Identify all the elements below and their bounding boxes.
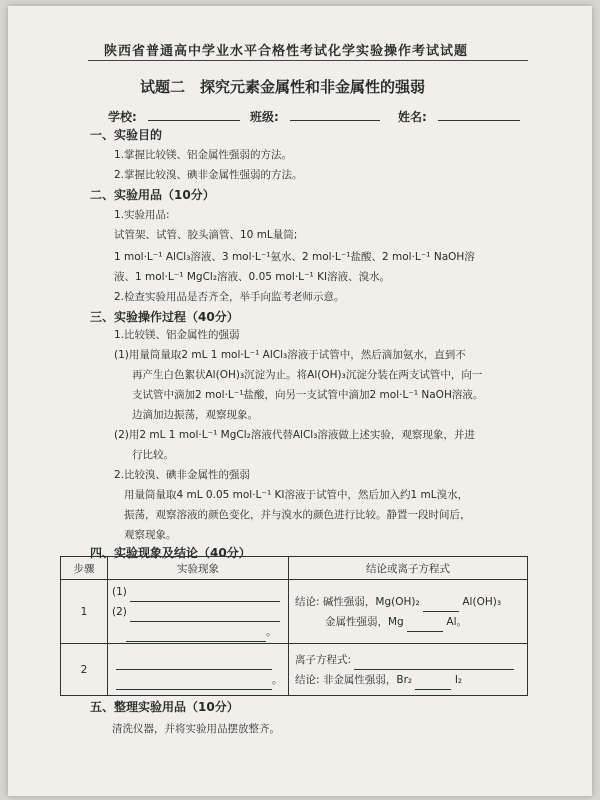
metallicity-text: 金属性强弱，Mg bbox=[325, 615, 404, 628]
obs-row2-blank-2[interactable] bbox=[116, 678, 272, 690]
section-3-line: (1)用量筒量取2 mL 1 mol·L⁻¹ AlCl₃溶液于试管中，然后滴加氨水，直到不 bbox=[114, 349, 466, 361]
basicity-text: 碱性强弱，Mg(OH)₂ bbox=[322, 595, 420, 608]
nonmetallicity-blank[interactable] bbox=[415, 678, 451, 690]
metallicity-blank[interactable] bbox=[407, 620, 443, 632]
section-5-text: 清洗仪器，并将实验用品摆放整齐。 bbox=[112, 723, 280, 735]
table-header-row bbox=[61, 557, 528, 580]
section-3-line: 边滴加边振荡，观察现象。 bbox=[132, 409, 258, 421]
section-3-line: 用量筒量取4 mL 0.05 mol·L⁻¹ KI溶液于试管中，然后加入约1 mL溴水， bbox=[124, 489, 469, 501]
nonmetallicity-text: 非金属性强弱，Br₂ bbox=[322, 673, 413, 686]
step-cell: 1 bbox=[61, 580, 108, 644]
exam-header: 陕西省普通高中学业水平合格性考试化学实验操作考试试题 bbox=[104, 44, 469, 59]
section-2-item: 试管架、试管、胶头滴管、10 mL量筒; bbox=[114, 229, 298, 241]
ion-equation-label: 离子方程式: bbox=[295, 653, 352, 666]
header-observation: 实验现象 bbox=[108, 557, 289, 580]
section-2-item: 2.检查实验用品是否齐全，举手向监考老师示意。 bbox=[114, 291, 345, 303]
section-3-subheading: 1.比较镁、铝金属性的强弱 bbox=[114, 329, 240, 341]
header-conclusion: 结论或离子方程式 bbox=[289, 557, 528, 580]
name-label: 姓名: bbox=[398, 110, 427, 124]
basicity-end: Al(OH)₃ bbox=[462, 595, 502, 608]
school-label: 学校: bbox=[108, 110, 137, 124]
obs-2-label: (2) bbox=[112, 605, 127, 618]
section-1-heading: 一、实验目的 bbox=[90, 128, 163, 142]
basicity-blank[interactable] bbox=[423, 600, 459, 612]
school-field[interactable] bbox=[148, 108, 240, 121]
section-3-line: 振荡，观察溶液的颜色变化，并与溴水的颜色进行比较。静置一段时间后， bbox=[124, 509, 471, 521]
end-mark: 。 bbox=[266, 625, 277, 638]
header-step: 步骤 bbox=[61, 557, 108, 580]
observation-cell bbox=[108, 580, 289, 644]
section-2-item: 液、1 mol·L⁻¹ MgCl₂溶液、0.05 mol·L⁻¹ KI溶液、溴水。 bbox=[114, 271, 391, 283]
metallicity-end: Al。 bbox=[446, 615, 468, 628]
obs-1-label: (1) bbox=[112, 585, 127, 598]
end-mark: 。 bbox=[272, 673, 283, 686]
results-table bbox=[60, 556, 528, 696]
section-3-line: 再产生白色絮状Al(OH)₃沉淀为止。将Al(OH)₃沉淀分装在两支试管中，向一 bbox=[132, 369, 483, 381]
section-4-heading: 四、实验现象及结论（40分） bbox=[90, 546, 251, 560]
section-3-line: 支试管中滴加2 mol·L⁻¹盐酸，向另一支试管中滴加2 mol·L⁻¹ NaOH溶液。 bbox=[132, 389, 484, 401]
section-5-heading: 五、整理实验用品（10分） bbox=[90, 700, 239, 714]
section-3-subheading: 2.比较溴、碘非金属性的强弱 bbox=[114, 469, 251, 481]
obs-1-blank[interactable] bbox=[130, 590, 280, 602]
class-field[interactable] bbox=[290, 108, 380, 121]
class-label: 班级: bbox=[250, 110, 279, 124]
table-row bbox=[61, 644, 528, 696]
obs-row2-blank-1[interactable] bbox=[116, 658, 272, 670]
section-2-heading: 二、实验用品（10分） bbox=[90, 188, 215, 202]
conclusion-cell bbox=[289, 644, 528, 696]
exam-title: 试题二 探究元素金属性和非金属性的强弱 bbox=[140, 78, 426, 96]
section-3-heading: 三、实验操作过程（40分） bbox=[90, 310, 239, 324]
section-1-item: 2.掌握比较溴、碘非金属性强弱的方法。 bbox=[114, 169, 303, 181]
section-3-line: 观察现象。 bbox=[124, 529, 177, 541]
section-2-item: 1 mol·L⁻¹ AlCl₃溶液、3 mol·L⁻¹氨水、2 mol·L⁻¹盐酸、2 mol·L⁻¹ NaOH溶 bbox=[114, 251, 475, 263]
obs-2-blank[interactable] bbox=[130, 610, 280, 622]
conclusion-label: 结论: bbox=[295, 595, 320, 608]
section-3-line: (2)用2 mL 1 mol·L⁻¹ MgCl₂溶液代替AlCl₃溶液做上述实验，观察现象，并进 bbox=[114, 429, 475, 441]
step-cell: 2 bbox=[61, 644, 108, 696]
header-rule bbox=[88, 60, 528, 61]
ion-equation-blank[interactable] bbox=[354, 658, 514, 670]
conclusion-cell bbox=[289, 580, 528, 644]
conclusion-label: 结论: bbox=[295, 673, 320, 686]
nonmetallicity-end: I₂ bbox=[454, 673, 463, 686]
section-3-line: 行比较。 bbox=[132, 449, 174, 461]
obs-3-blank[interactable] bbox=[126, 630, 266, 642]
section-2-item: 1.实验用品: bbox=[114, 209, 170, 221]
table-row bbox=[61, 580, 528, 644]
section-1-item: 1.掌握比较镁、铝金属性强弱的方法。 bbox=[114, 149, 293, 161]
observation-cell bbox=[108, 644, 289, 696]
name-field[interactable] bbox=[438, 108, 520, 121]
